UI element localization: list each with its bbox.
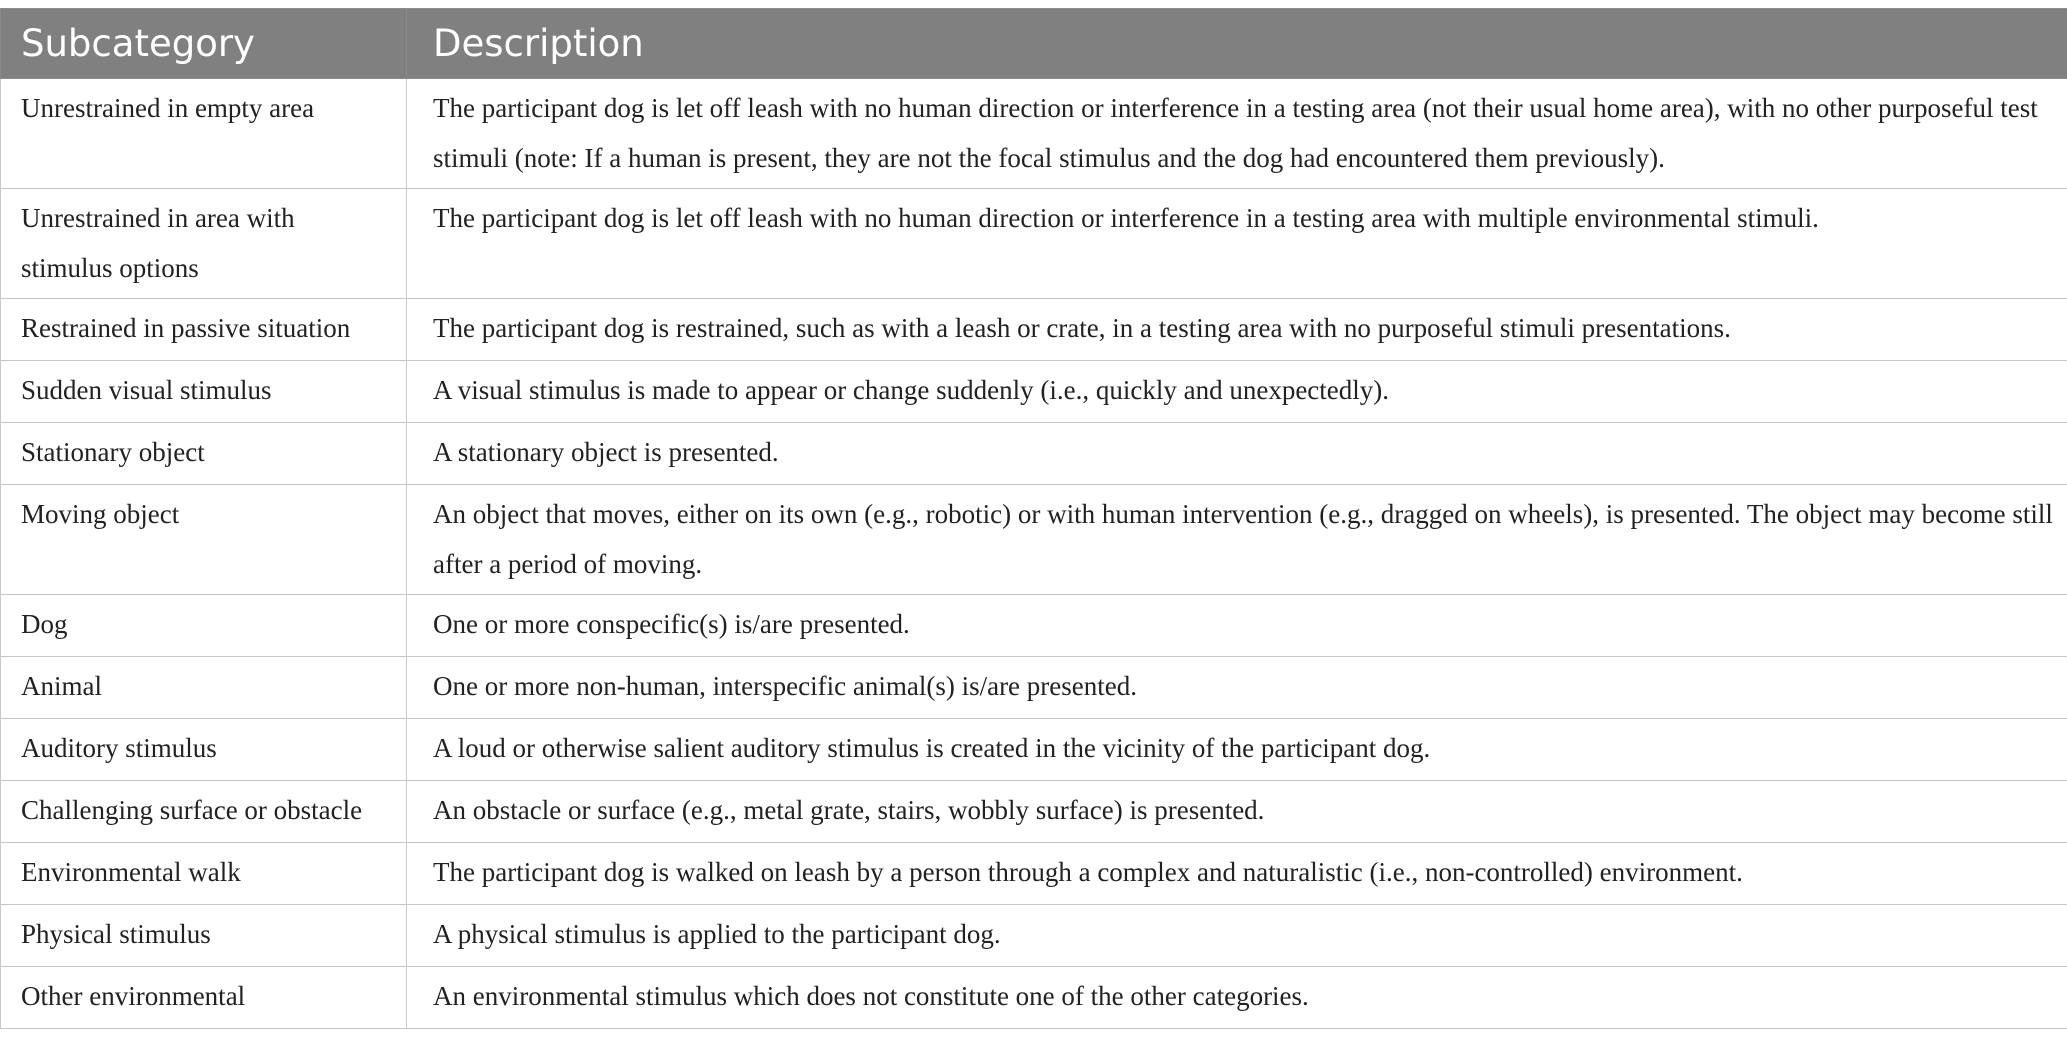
table-row [1, 781, 2067, 843]
description-cell: A stationary object is presented. [407, 423, 2067, 485]
description-cell: A physical stimulus is applied to the participant dog. [407, 905, 2067, 967]
description-cell: A loud or otherwise salient auditory stimulus is created in the vicinity of the participant dog. [407, 719, 2067, 781]
description-cell: An obstacle or surface (e.g., metal grate, stairs, wobbly surface) is presented. [407, 781, 2067, 843]
column-header-description: Description [407, 9, 2067, 79]
subcategory-cell: Animal [1, 657, 407, 719]
subcategory-cell: Challenging surface or obstacle [1, 781, 407, 843]
table-row [1, 361, 2067, 423]
subcategory-cell: Restrained in passive situation [1, 299, 407, 361]
table-row [1, 485, 2067, 595]
subcategory-cell: Auditory stimulus [1, 719, 407, 781]
subcategory-table [0, 8, 2067, 1029]
subcategory-cell: Sudden visual stimulus [1, 361, 407, 423]
table-row [1, 79, 2067, 189]
table-row [1, 843, 2067, 905]
description-cell: The participant dog is restrained, such as with a leash or crate, in a testing area with no purposeful stimuli presentations. [407, 299, 2067, 361]
subcategory-cell: Dog [1, 595, 407, 657]
subcategory-table-container [0, 8, 2067, 1029]
subcategory-cell: Moving object [1, 485, 407, 595]
description-cell: One or more conspecific(s) is/are presented. [407, 595, 2067, 657]
table-row [1, 299, 2067, 361]
table-header [1, 9, 2067, 79]
subcategory-cell: Unrestrained in empty area [1, 79, 407, 189]
table-row [1, 719, 2067, 781]
table-row [1, 657, 2067, 719]
table-row [1, 967, 2067, 1029]
description-cell: An environmental stimulus which does not constitute one of the other categories. [407, 967, 2067, 1029]
subcategory-cell: Physical stimulus [1, 905, 407, 967]
table-row [1, 423, 2067, 485]
description-cell: An object that moves, either on its own (e.g., robotic) or with human intervention (e.g., dragged on wheels), is presented. The object may become still after a period of moving. [407, 485, 2067, 595]
table-row [1, 595, 2067, 657]
column-header-subcategory: Subcategory [1, 9, 407, 79]
description-cell: The participant dog is let off leash with no human direction or interference in a testing area with multiple environmental stimuli. [407, 189, 2067, 299]
subcategory-cell: Unrestrained in area with stimulus options [1, 189, 407, 299]
subcategory-cell: Stationary object [1, 423, 407, 485]
description-cell: One or more non-human, interspecific animal(s) is/are presented. [407, 657, 2067, 719]
table-body [1, 79, 2067, 1029]
header-row [1, 9, 2067, 79]
table-row [1, 189, 2067, 299]
subcategory-cell: Other environmental [1, 967, 407, 1029]
description-cell: The participant dog is let off leash with no human direction or interference in a testing area (not their usual home area), with no other purposeful test stimuli (note: If a human is present, they are not the focal stimulus and the dog had encountered them previously). [407, 79, 2067, 189]
table-row [1, 905, 2067, 967]
subcategory-cell: Environmental walk [1, 843, 407, 905]
description-cell: The participant dog is walked on leash by a person through a complex and naturalistic (i.e., non-controlled) environment. [407, 843, 2067, 905]
description-cell: A visual stimulus is made to appear or change suddenly (i.e., quickly and unexpectedly). [407, 361, 2067, 423]
